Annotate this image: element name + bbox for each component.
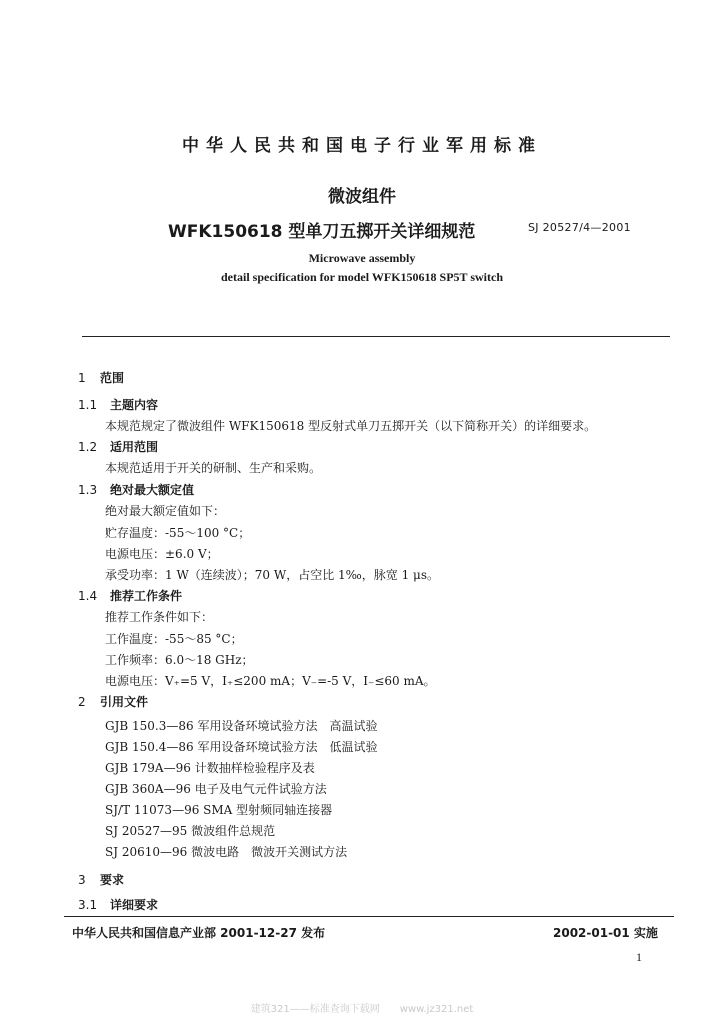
reference-code: GJB 179A—96 xyxy=(105,761,191,775)
section-title: 主题内容 xyxy=(110,398,159,412)
site-watermark: 建筑321——标准查询下载网 www.jz321.net xyxy=(250,1004,474,1015)
reference-code: SJ 20610—96 xyxy=(105,845,188,859)
reference-code: GJB 150.3—86 xyxy=(105,719,194,733)
reference-item xyxy=(105,843,347,860)
reference-item xyxy=(105,717,378,734)
section-title: 推荐工作条件 xyxy=(110,589,183,603)
document-number: SJ 20527/4—2001 xyxy=(528,221,631,234)
section-title: 绝对最大额定值 xyxy=(110,483,195,497)
section-number: 1.3 xyxy=(78,483,98,497)
section-1-2-text: 本规范适用于开关的研制、生产和采购。 xyxy=(105,461,322,475)
section-1-4-line: 工作频率：6.0～18 GHz； xyxy=(105,653,254,667)
section-1-1-text: 本规范规定了微波组件 WFK150618 型反射式单刀五掷开关（以下简称开关）的详细要求。 xyxy=(105,419,597,433)
section-1-2-heading xyxy=(78,438,158,455)
section-title: 要求 xyxy=(100,873,125,887)
reference-item xyxy=(105,822,275,839)
reference-title: 微波组件总规范 xyxy=(191,824,276,838)
section-1-4-line: 工作温度：-55～85 °C； xyxy=(105,632,243,646)
reference-code: GJB 150.4—86 xyxy=(105,740,194,754)
section-1-heading xyxy=(78,369,124,386)
section-2-heading xyxy=(78,693,148,710)
document-subtitle-cn: WFK150618 型单刀五掷开关详细规范 xyxy=(168,222,476,242)
reference-item xyxy=(105,780,327,797)
section-3-heading xyxy=(78,871,124,888)
header-rule xyxy=(82,336,670,337)
section-number: 3.1 xyxy=(78,898,98,912)
reference-code: SJ/T 11073—96 xyxy=(105,803,200,817)
section-1-1-heading xyxy=(78,396,158,413)
document-subtitle-en: detail specification for model WFK150618 SP5T switch xyxy=(221,270,503,284)
section-1-3-line: 贮存温度：-55～100 °C； xyxy=(105,526,251,540)
section-number: 1 xyxy=(78,371,86,385)
reference-title: 计数抽样检验程序及表 xyxy=(194,761,315,775)
section-number: 1.1 xyxy=(78,398,98,412)
reference-code: GJB 360A—96 xyxy=(105,782,191,796)
reference-item xyxy=(105,759,315,776)
reference-title: SMA 型射频同轴连接器 xyxy=(203,803,333,817)
section-number: 2 xyxy=(78,695,86,709)
section-3-1-heading xyxy=(78,896,158,913)
section-1-3-heading xyxy=(78,481,194,498)
section-title: 详细要求 xyxy=(110,898,159,912)
reference-title: 微波电路 微波开关测试方法 xyxy=(191,845,348,859)
reference-title: 军用设备环境试验方法 高温试验 xyxy=(197,719,378,733)
reference-item xyxy=(105,738,378,755)
effective-statement: 2002-01-01 实施 xyxy=(553,926,658,940)
section-1-4-line: 推荐工作条件如下： xyxy=(105,610,214,624)
reference-code: SJ 20527—95 xyxy=(105,824,188,838)
reference-title: 军用设备环境试验方法 低温试验 xyxy=(197,740,378,754)
section-1-4-heading xyxy=(78,587,182,604)
section-1-3-line: 承受功率：1 W（连续波）；70 W，占空比 1‰，脉宽 1 μs。 xyxy=(105,568,439,582)
issue-statement: 中华人民共和国信息产业部 2001-12-27 发布 xyxy=(72,926,326,940)
standard-category: 中华人民共和国电子行业军用标准 xyxy=(182,136,542,156)
section-1-4-line: 电源电压：V₊=5 V，I₊≤200 mA；V₋=-5 V，I₋≤60 mA。 xyxy=(105,674,436,688)
section-title: 适用范围 xyxy=(110,440,159,454)
page-number: 1 xyxy=(636,950,642,964)
section-title: 引用文件 xyxy=(100,695,149,709)
section-number: 3 xyxy=(78,873,86,887)
section-1-3-line: 绝对最大额定值如下： xyxy=(105,504,226,518)
section-number: 1.2 xyxy=(78,440,98,454)
document-title-cn: 微波组件 xyxy=(328,187,396,207)
section-number: 1.4 xyxy=(78,589,98,603)
reference-title: 电子及电气元件试验方法 xyxy=(194,782,327,796)
section-1-3-line: 电源电压：±6.0 V； xyxy=(105,547,219,561)
footer-rule xyxy=(64,916,674,917)
reference-item xyxy=(105,801,332,818)
section-title: 范围 xyxy=(100,371,125,385)
document-title-en: Microwave assembly xyxy=(308,251,416,265)
